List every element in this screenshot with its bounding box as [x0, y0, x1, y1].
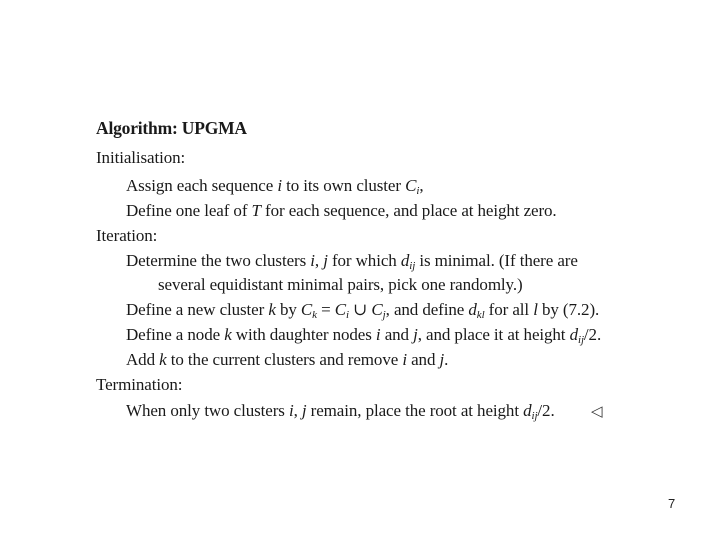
section-heading-initialisation: Initialisation: [96, 148, 186, 167]
step-add-remove-clusters: Add k to the current clusters and remove i and j. [126, 350, 449, 369]
step-determine-clusters: Determine the two clusters i, j for which $d_{ij}$ is minimal. (If there are [126, 251, 578, 272]
step-define-leaf: Define one leaf of T for each sequence, and place at height zero. [126, 201, 557, 220]
end-of-algorithm-icon: ◁ [591, 404, 603, 420]
step-define-node: Define a node k with daughter nodes i and j, and place it at height $d_{ij}/2$. [126, 325, 602, 346]
page-number: 7 [668, 496, 676, 511]
algorithm-title: Algorithm: UPGMA [96, 118, 247, 138]
section-heading-termination: Termination: [96, 375, 183, 394]
step-determine-clusters-continued: several equidistant minimal pairs, pick one randomly.) [158, 275, 523, 294]
step-place-root: When only two clusters i, j remain, place the root at height $d_{ij}/2$. [126, 401, 555, 422]
step-define-new-cluster: Define a new cluster k by $C_k = C_i$ ∪ $C_j$, and define $d_{kl}$ for all l by (7.2). [126, 300, 600, 321]
step-assign-cluster: Assign each sequence i to its own cluster $C_i$, [126, 176, 424, 197]
section-heading-iteration: Iteration: [96, 226, 158, 245]
